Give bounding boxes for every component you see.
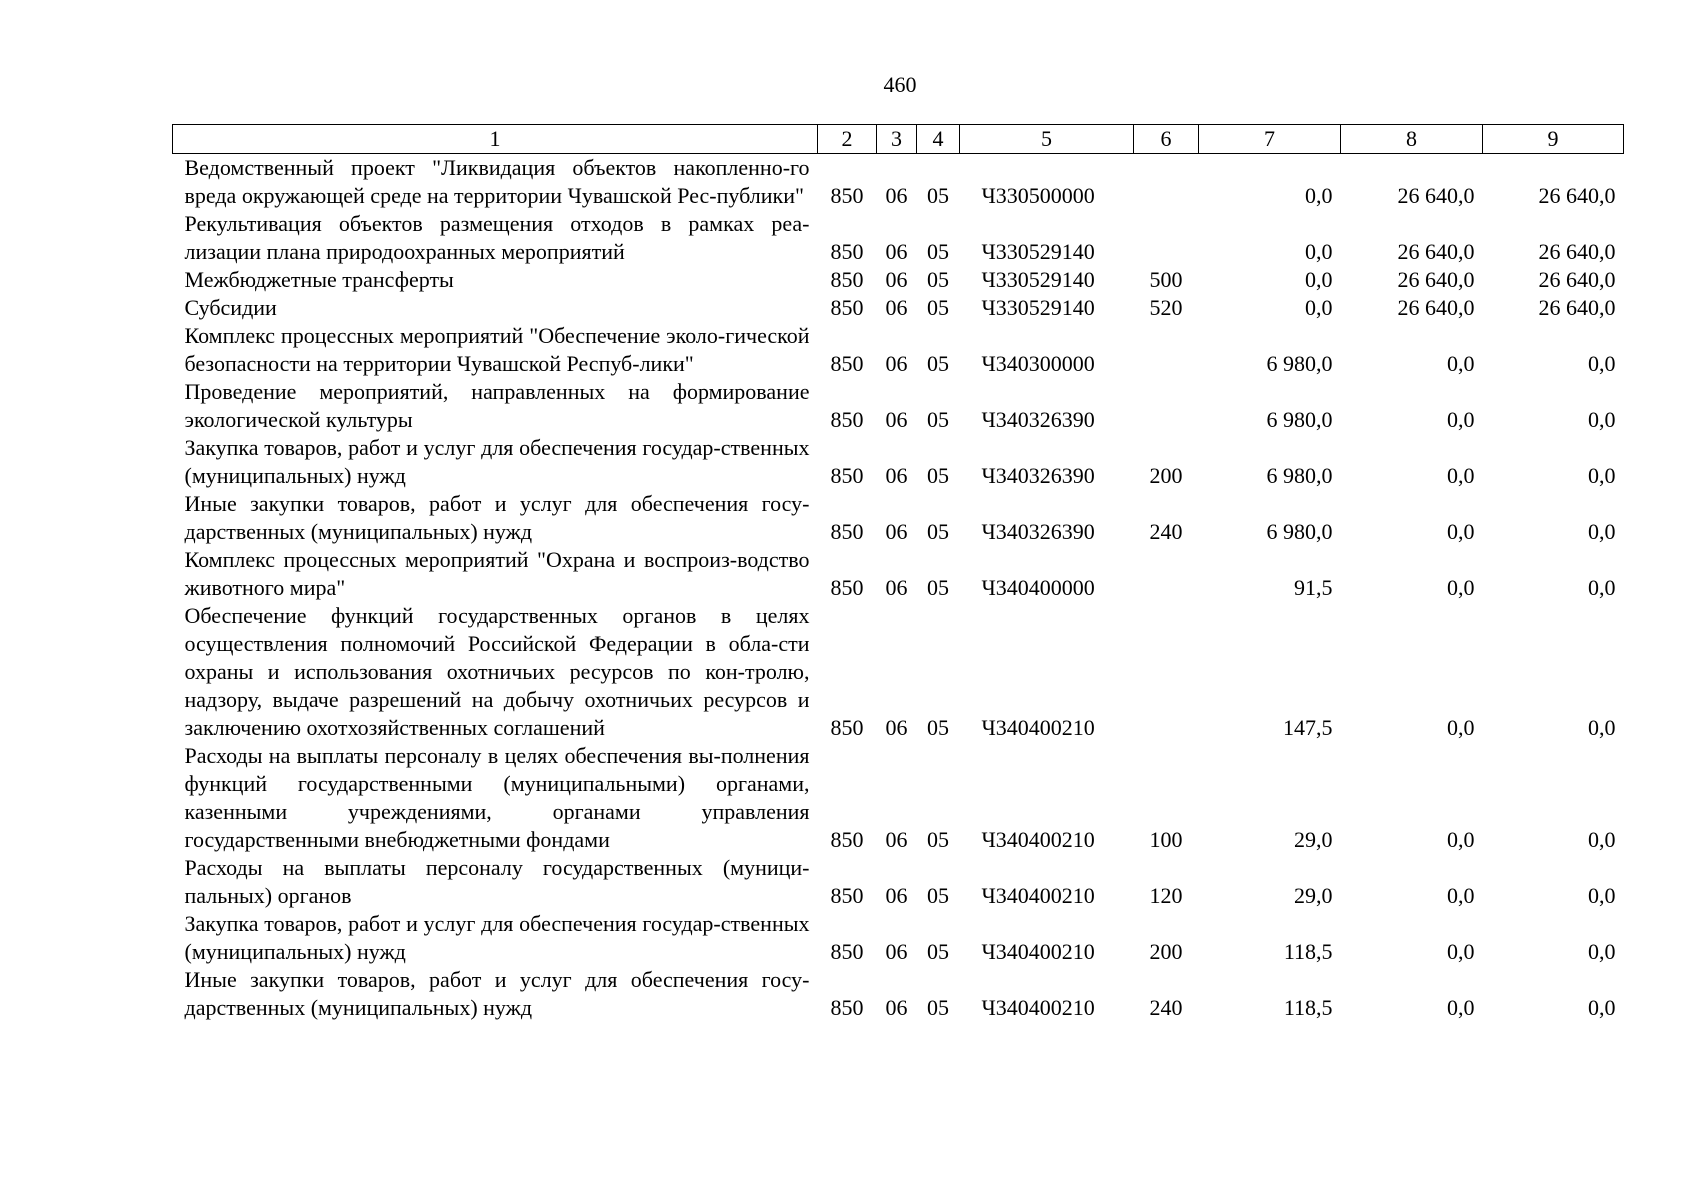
row-amount-col7: 0,0	[1305, 295, 1333, 320]
table-row	[173, 602, 1624, 742]
row-amount-col9: 0,0	[1588, 351, 1616, 376]
row-rz-code: 06	[885, 827, 908, 852]
row-vr-code: 200	[1149, 939, 1183, 964]
row-name: Межбюджетные трансферты	[184, 267, 454, 292]
row-amount-col7: 6 980,0	[1266, 407, 1333, 432]
row-amount-col7: 147,5	[1283, 715, 1333, 740]
row-rz-code: 06	[885, 267, 908, 292]
row-pr-code: 05	[927, 295, 949, 320]
row-amount-col8: 0,0	[1447, 995, 1475, 1020]
row-vr-code: 520	[1149, 295, 1183, 320]
row-amount-col7: 29,0	[1294, 883, 1333, 908]
row-vr-code: 500	[1149, 267, 1183, 292]
row-gr-code: 850	[830, 295, 864, 320]
row-vr-code	[1134, 322, 1199, 378]
row-pr-code: 05	[927, 939, 949, 964]
row-csr-code: Ч340326390	[981, 463, 1095, 488]
row-gr-code: 850	[830, 463, 864, 488]
row-csr-code: Ч340400210	[981, 883, 1095, 908]
row-vr-code	[1134, 378, 1199, 434]
row-gr-code: 850	[830, 407, 864, 432]
row-csr-code: Ч340326390	[981, 519, 1095, 544]
row-amount-col8: 0,0	[1447, 463, 1475, 488]
table-row	[173, 910, 1624, 966]
row-gr-code: 850	[830, 575, 864, 600]
table-row	[173, 854, 1624, 910]
row-amount-col7: 118,5	[1283, 939, 1333, 964]
row-pr-code: 05	[927, 883, 949, 908]
row-pr-code: 05	[927, 827, 949, 852]
row-vr-code	[1134, 602, 1199, 742]
row-csr-code: Ч340400210	[981, 995, 1095, 1020]
header-col-6: 6	[1134, 125, 1199, 154]
row-rz-code: 06	[885, 295, 908, 320]
row-pr-code: 05	[927, 995, 949, 1020]
header-col-8: 8	[1341, 125, 1483, 154]
row-amount-col7: 29,0	[1294, 827, 1333, 852]
row-csr-code: Ч330500000	[981, 183, 1095, 208]
row-rz-code: 06	[885, 939, 908, 964]
table-body	[173, 154, 1624, 1023]
header-col-5: 5	[960, 125, 1134, 154]
row-csr-code: Ч330529140	[981, 267, 1095, 292]
row-amount-col8: 0,0	[1447, 715, 1475, 740]
table-row	[173, 322, 1624, 378]
row-amount-col7: 6 980,0	[1266, 463, 1333, 488]
row-amount-col9: 0,0	[1588, 715, 1616, 740]
row-vr-code: 100	[1149, 827, 1183, 852]
row-pr-code: 05	[927, 407, 949, 432]
row-csr-code: Ч340400210	[981, 715, 1095, 740]
header-col-9: 9	[1483, 125, 1624, 154]
row-csr-code: Ч340300000	[981, 351, 1095, 376]
row-gr-code: 850	[830, 519, 864, 544]
header-col-3: 3	[877, 125, 917, 154]
table-row	[173, 966, 1624, 1022]
row-amount-col8: 0,0	[1447, 939, 1475, 964]
row-vr-code	[1134, 210, 1199, 266]
header-col-1: 1	[173, 125, 818, 154]
row-amount-col7: 0,0	[1305, 239, 1333, 264]
row-amount-col8: 0,0	[1447, 575, 1475, 600]
row-amount-col9: 26 640,0	[1538, 267, 1616, 292]
table-row	[173, 490, 1624, 546]
table-row	[173, 546, 1624, 602]
row-name: Закупка товаров, работ и услуг для обеспечения государ-ственных (муниципальных) нужд	[184, 435, 810, 488]
row-name: Обеспечение функций государственных органов в целях осуществления полномочий Российской Федерации в обла-сти охраны и использования охотничьих ресурсов по кон-тролю, надзору, выдаче разрешений на добычу охотничьих ресурсов и заключению охотхозяйственных соглашений	[184, 603, 810, 740]
row-vr-code: 240	[1149, 519, 1183, 544]
row-name: Комплекс процессных мероприятий "Обеспечение эколо-гической безопасности на территории Чувашской Респуб-лики"	[184, 323, 810, 376]
row-pr-code: 05	[927, 715, 949, 740]
table-row	[173, 266, 1624, 294]
row-pr-code: 05	[927, 351, 949, 376]
row-name: Субсидии	[184, 295, 277, 320]
row-rz-code: 06	[885, 995, 908, 1020]
row-gr-code: 850	[830, 183, 864, 208]
table-row	[173, 378, 1624, 434]
row-gr-code: 850	[830, 239, 864, 264]
row-pr-code: 05	[927, 463, 949, 488]
row-rz-code: 06	[885, 183, 908, 208]
row-name: Ведомственный проект "Ликвидация объектов накопленно-го вреда окружающей среде на территории Чувашской Рес-публики"	[184, 155, 810, 208]
table-row	[173, 742, 1624, 854]
row-amount-col8: 26 640,0	[1397, 183, 1475, 208]
row-amount-col9: 0,0	[1588, 827, 1616, 852]
row-name: Расходы на выплаты персоналу государственных (муници-пальных) органов	[184, 855, 810, 908]
row-amount-col8: 26 640,0	[1397, 239, 1475, 264]
row-amount-col7: 6 980,0	[1266, 351, 1333, 376]
row-amount-col9: 26 640,0	[1538, 295, 1616, 320]
row-amount-col9: 0,0	[1588, 995, 1616, 1020]
row-amount-col9: 26 640,0	[1538, 183, 1616, 208]
header-col-4: 4	[917, 125, 960, 154]
row-name: Проведение мероприятий, направленных на формирование экологической культуры	[184, 379, 810, 432]
row-amount-col7: 118,5	[1283, 995, 1333, 1020]
row-amount-col8: 0,0	[1447, 883, 1475, 908]
row-amount-col7: 91,5	[1294, 575, 1333, 600]
row-amount-col7: 0,0	[1305, 183, 1333, 208]
row-rz-code: 06	[885, 407, 908, 432]
row-pr-code: 05	[927, 267, 949, 292]
row-rz-code: 06	[885, 575, 908, 600]
row-rz-code: 06	[885, 239, 908, 264]
row-amount-col8: 26 640,0	[1397, 295, 1475, 320]
row-amount-col8: 0,0	[1447, 519, 1475, 544]
row-gr-code: 850	[830, 715, 864, 740]
row-name: Рекультивация объектов размещения отходов в рамках реа-лизации плана природоохранных мероприятий	[184, 211, 810, 264]
row-pr-code: 05	[927, 183, 949, 208]
row-vr-code: 240	[1149, 995, 1183, 1020]
row-amount-col8: 0,0	[1447, 827, 1475, 852]
row-vr-code: 120	[1149, 883, 1183, 908]
row-name: Расходы на выплаты персоналу в целях обеспечения вы-полнения функций государственными (муниципальными) органами, казенными учреждениями, органами управления государственными внебюджетными фондами	[184, 743, 810, 852]
row-csr-code: Ч330529140	[981, 239, 1095, 264]
row-name: Закупка товаров, работ и услуг для обеспечения государ-ственных (муниципальных) нужд	[184, 911, 810, 964]
row-gr-code: 850	[830, 883, 864, 908]
row-csr-code: Ч340400000	[981, 575, 1095, 600]
row-amount-col9: 0,0	[1588, 939, 1616, 964]
row-pr-code: 05	[927, 239, 949, 264]
table-row	[173, 210, 1624, 266]
row-vr-code: 200	[1149, 463, 1183, 488]
table-row	[173, 294, 1624, 322]
row-amount-col8: 26 640,0	[1397, 267, 1475, 292]
row-csr-code: Ч340400210	[981, 827, 1095, 852]
row-gr-code: 850	[830, 939, 864, 964]
row-amount-col9: 26 640,0	[1538, 239, 1616, 264]
row-gr-code: 850	[830, 351, 864, 376]
row-vr-code	[1134, 154, 1199, 211]
row-pr-code: 05	[927, 575, 949, 600]
header-col-7: 7	[1199, 125, 1341, 154]
row-name: Иные закупки товаров, работ и услуг для обеспечения госу-дарственных (муниципальных) нужд	[184, 967, 810, 1020]
table-header	[173, 125, 1624, 154]
row-amount-col7: 6 980,0	[1266, 519, 1333, 544]
row-rz-code: 06	[885, 463, 908, 488]
row-amount-col7: 0,0	[1305, 267, 1333, 292]
row-amount-col8: 0,0	[1447, 351, 1475, 376]
row-amount-col9: 0,0	[1588, 883, 1616, 908]
row-amount-col9: 0,0	[1588, 463, 1616, 488]
row-rz-code: 06	[885, 883, 908, 908]
row-pr-code: 05	[927, 519, 949, 544]
row-gr-code: 850	[830, 827, 864, 852]
row-vr-code	[1134, 546, 1199, 602]
table-row	[173, 154, 1624, 211]
row-csr-code: Ч330529140	[981, 295, 1095, 320]
row-rz-code: 06	[885, 519, 908, 544]
row-amount-col8: 0,0	[1447, 407, 1475, 432]
row-name: Иные закупки товаров, работ и услуг для обеспечения госу-дарственных (муниципальных) нужд	[184, 491, 810, 544]
row-gr-code: 850	[830, 995, 864, 1020]
table-row	[173, 434, 1624, 490]
row-rz-code: 06	[885, 351, 908, 376]
row-amount-col9: 0,0	[1588, 519, 1616, 544]
row-amount-col9: 0,0	[1588, 575, 1616, 600]
row-rz-code: 06	[885, 715, 908, 740]
page-number: 460	[883, 72, 917, 97]
row-name: Комплекс процессных мероприятий "Охрана и воспроиз-водство животного мира"	[184, 547, 810, 600]
row-csr-code: Ч340400210	[981, 939, 1095, 964]
header-row	[173, 125, 1624, 154]
header-col-2: 2	[818, 125, 877, 154]
row-amount-col9: 0,0	[1588, 407, 1616, 432]
row-gr-code: 850	[830, 267, 864, 292]
row-csr-code: Ч340326390	[981, 407, 1095, 432]
budget-table	[172, 124, 1624, 1022]
